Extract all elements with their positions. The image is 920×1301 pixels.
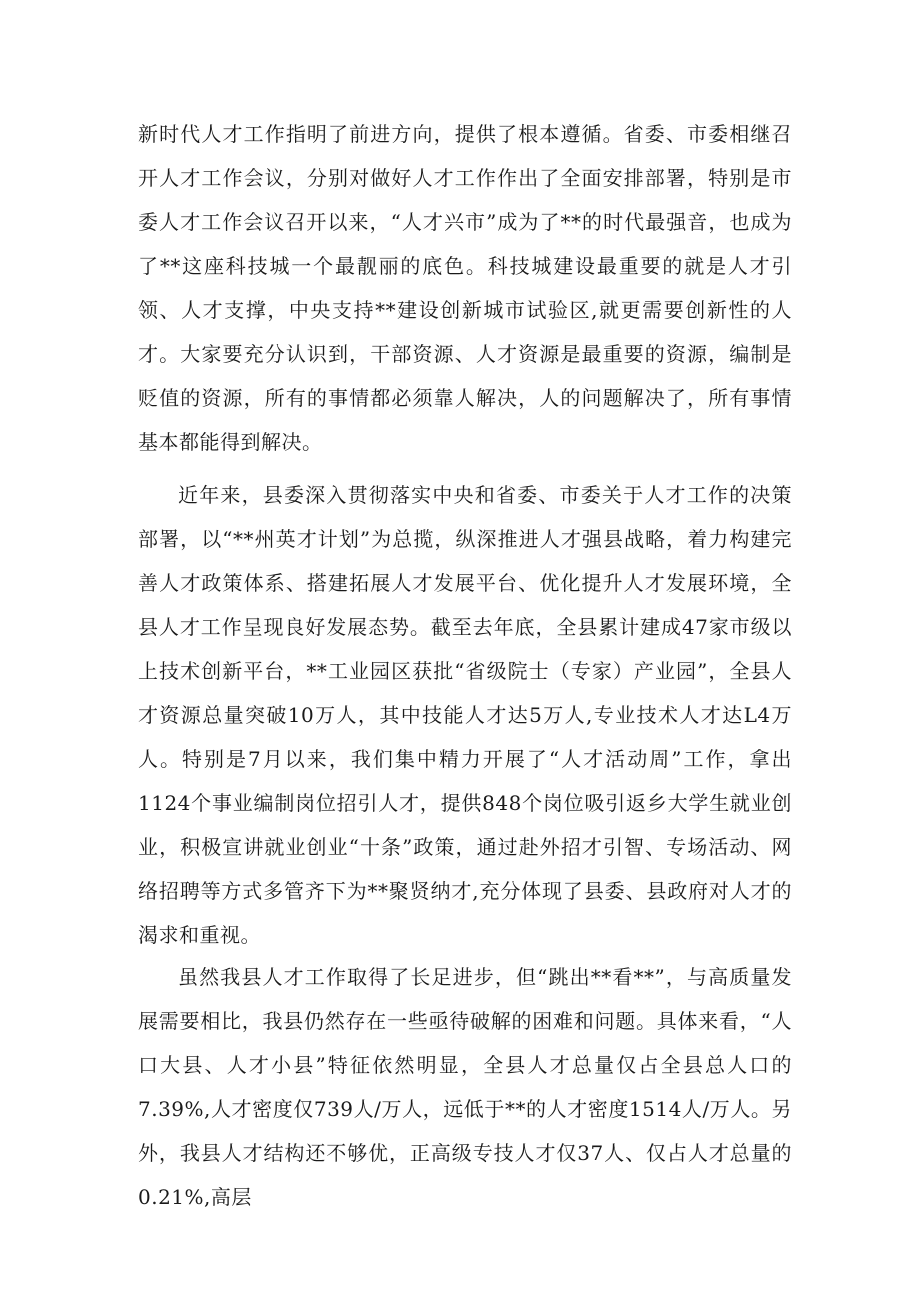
paragraph-talent-work-direction: 新时代人才工作指明了前进方向，提供了根本遵循。省委、市委相继召开人才工作会议，分别对做好人才工作作出了全面安排部署，特别是市委人才工作会议召开以来，“人才兴市”成为了**的时代最强音，也成为了**这座科技城一个最靓丽的底色。科技城建设最重要的就是人才引领、人才支撑，中央支持**建设创新城市试验区,就更需要创新性的人才。大家要充分认识到，干部资源、人才资源是最重要的资源，编制是贬值的资源，所有的事情都必须靠人解决，人的问题解决了，所有事情基本都能得到解决。 bbox=[138, 122, 792, 454]
paragraph-county-achievements: 近年来，县委深入贯彻落实中央和省委、市委关于人才工作的决策部署，以“**州英才计划”为总揽，纵深推进人才强县战略，着力构建完善人才政策体系、搭建拓展人才发展平台、优化提升人才发展环境，全县人才工作呈现良好发展态势。截至去年底，全县累计建成47家市级以上技术创新平台，**工业园区获批“省级院士（专家）产业园”，全县人才资源总量突破10万人，其中技能人才达5万人,专业技术人才达L4万人。特别是7月以来，我们集中精力开展了“人才活动周”工作，拿出1124个事业编制岗位招引人才，提供848个岗位吸引返乡大学生就业创业，积极宣讲就业创业“十条”政策，通过赴外招才引智、专场活动、网络招聘等方式多管齐下为**聚贤纳才,充分体现了县委、县政府对人才的渴求和重视。 bbox=[138, 483, 792, 947]
paragraph-existing-problems: 虽然我县人才工作取得了长足进步，但“跳出**看**”，与高质量发展需要相比，我县仍然存在一些亟待破解的困难和问题。具体来看，“人口大县、人才小县”特征依然明显，全县人才总量仅占全县总人口的7.39%,人才密度仅739人/万人，远低于**的人才密度1514人/万人。另外，我县人才结构还不够优，正高级专技人才仅37人、仅占人才总量的0.21%,高层 bbox=[138, 965, 792, 1209]
